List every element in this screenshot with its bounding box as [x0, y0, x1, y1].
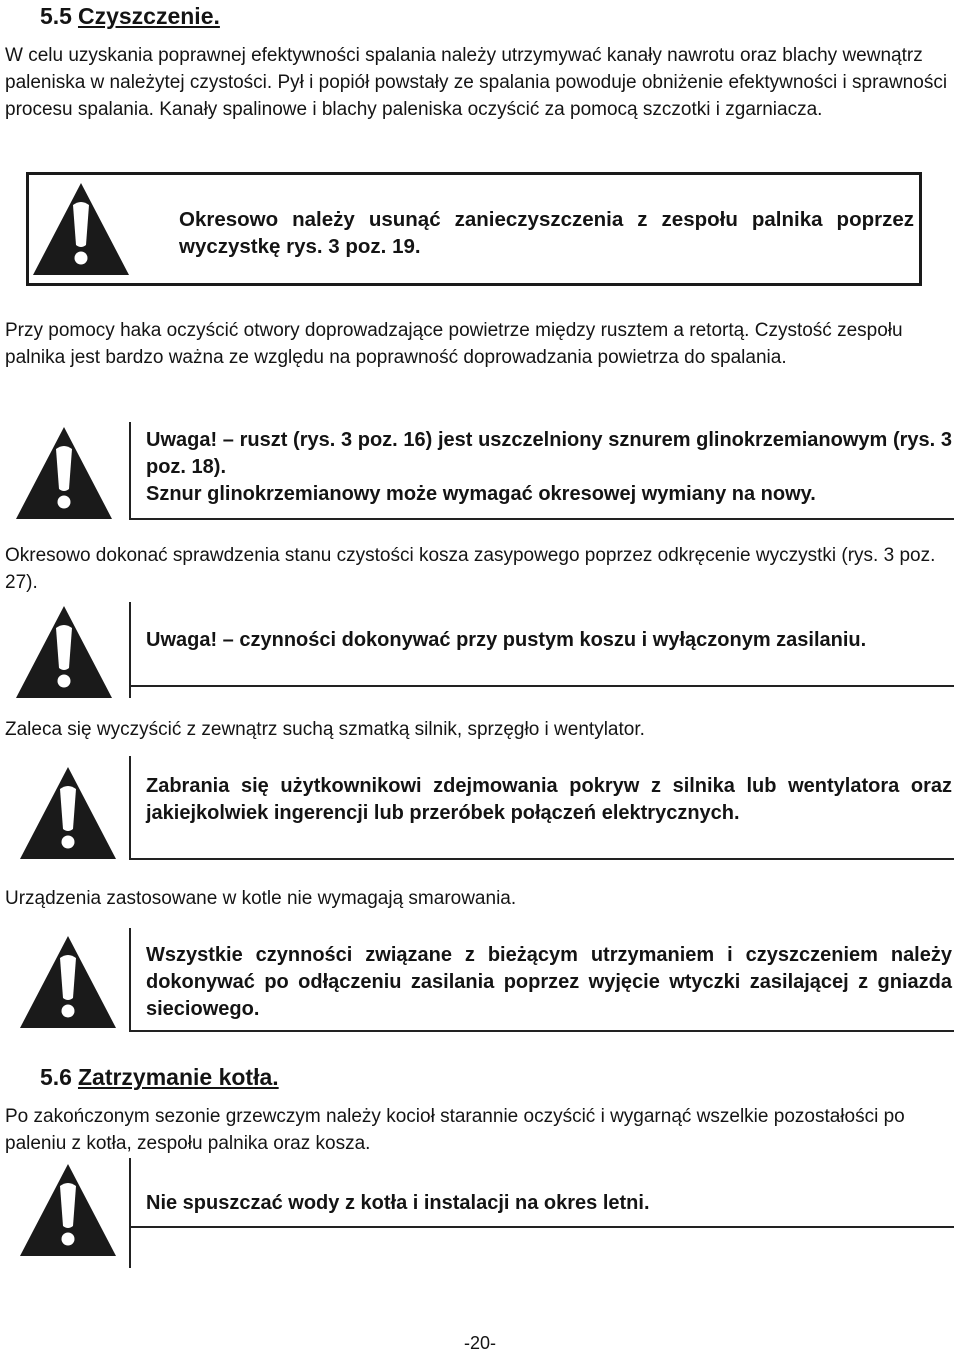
horizontal-rule — [129, 518, 954, 520]
warning-text-empty-hopper: Uwaga! – czynności dokonywać przy pustym koszu i wyłączonym zasilaniu. — [146, 629, 867, 651]
paragraph-season-end: Po zakończonym sezonie grzewczym należy kocioł starannie oczyścić i wygarnąć wszelkie pozostałości po paleniu z kotła, zespołu palnika oraz kosza. — [5, 1106, 905, 1154]
paragraph-hopper-check: Okresowo dokonać sprawdzenia stanu czystości kosza zasypowego poprzez odkręcenie wyczystki (rys. 3 poz. 27). — [5, 545, 936, 593]
warning-icon — [14, 425, 114, 521]
section-title: Zatrzymanie kotła. — [77, 1064, 279, 1090]
paragraph-hook-cleaning: Przy pomocy haka oczyścić otwory doprowadzające powietrze między rusztem a retortą. Czystość zespołu palnika jest bardzo ważna ze względu na poprawność doprowadzania powietrza do spalania. — [5, 320, 903, 368]
warning-icon — [18, 934, 118, 1030]
section-number: 5.6 — [40, 1064, 72, 1090]
vertical-rule — [129, 1158, 131, 1268]
horizontal-rule — [129, 685, 954, 687]
horizontal-rule — [129, 1226, 954, 1228]
vertical-rule — [129, 928, 131, 1032]
vertical-rule — [129, 602, 131, 698]
paragraph-motor-cleaning: Zaleca się wyczyścić z zewnątrz suchą szmatką silnik, sprzęgło i wentylator. — [5, 719, 645, 740]
section-heading-5-6 — [40, 1064, 279, 1091]
warning-text-disconnect-power: Wszystkie czynności związane z bieżącym utrzymaniem i czyszczeniem należy dokonywać po odłączeniu zasilania poprzez wyjęcie wtyczki zasilającej z gniazda sieciowego. — [146, 944, 952, 1020]
warning-line: Sznur glinokrzemianowy może wymagać okresowej wymiany na nowy. — [146, 483, 816, 505]
warning-box — [26, 172, 922, 286]
section-number: 5.5 — [40, 3, 72, 29]
section-heading-5-5 — [40, 3, 220, 30]
vertical-rule — [129, 756, 131, 860]
paragraph-cleaning-intro: W celu uzyskania poprawnej efektywności spalania należy utrzymywać kanały nawrotu oraz blachy wewnątrz paleniska w należytej czystości. Pył i popiół powstały ze spalania powoduje obniżenie efektywności i sprawności procesu spalania. Kanały spalinowe i blachy paleniska oczyścić za pomocą szczotki i zgarniacza. — [5, 45, 948, 120]
warning-icon — [18, 1162, 118, 1258]
section-title: Czyszczenie. — [77, 3, 220, 29]
warning-text-grate-seal — [146, 427, 952, 508]
warning-text-no-draining: Nie spuszczać wody z kotła i instalacji na okres letni. — [146, 1192, 650, 1214]
warning-text-burner: Okresowo należy usunąć zanieczyszczenia z zespołu palnika poprzez wyczystkę rys. 3 poz. 19. — [179, 208, 914, 258]
horizontal-rule — [129, 1030, 954, 1032]
warning-icon — [14, 604, 114, 700]
paragraph-no-lubrication: Urządzenia zastosowane w kotle nie wymagają smarowania. — [5, 888, 517, 909]
vertical-rule — [129, 422, 131, 520]
warning-text-no-modifications: Zabrania się użytkownikowi zdejmowania pokryw z silnika lub wentylatora oraz jakiejkolwiek ingerencji lub przeróbek połączeń elektrycznych. — [146, 775, 952, 824]
horizontal-rule — [129, 858, 954, 860]
page-number: -20- — [463, 1333, 496, 1353]
warning-icon — [18, 765, 118, 861]
warning-icon — [31, 181, 131, 277]
warning-line: Uwaga! – ruszt (rys. 3 poz. 16) jest uszczelniony sznurem glinokrzemianowym (rys. 3 poz. 18). — [146, 429, 952, 478]
